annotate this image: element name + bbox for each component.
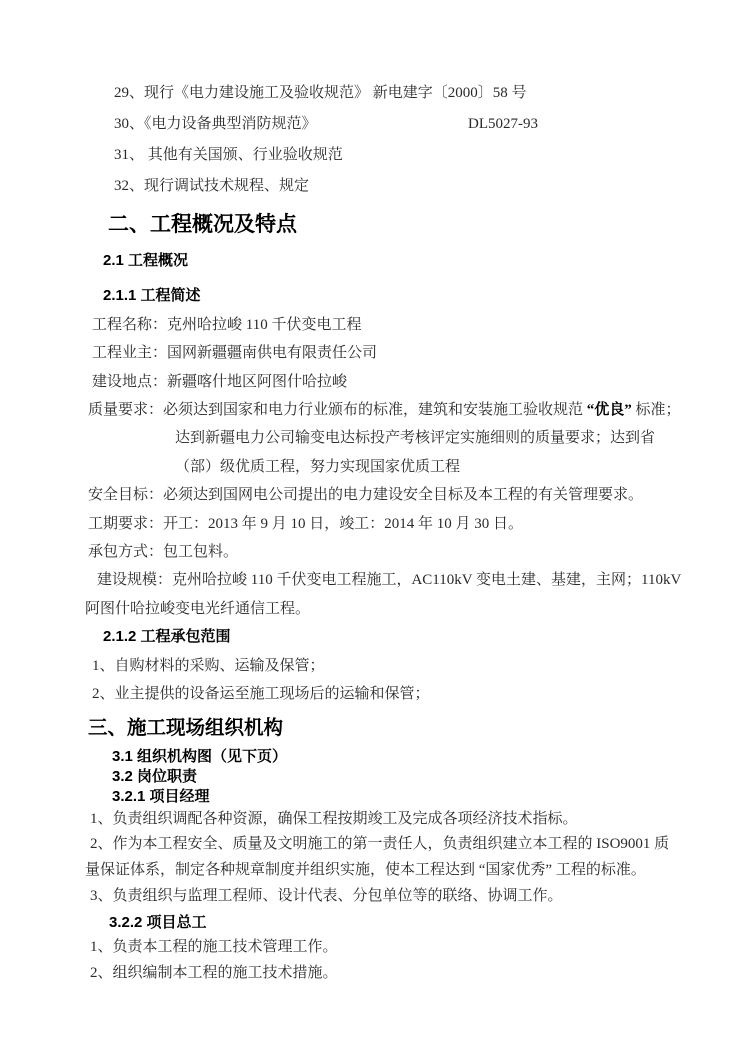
project-location-line: 建设地点：新疆喀什地区阿图什哈拉峻 [92,373,348,390]
project-name-line: 工程名称：克州哈拉峻 110 千伏变电工程 [92,316,362,333]
heading-2-1: 2.1 工程概况 [103,252,189,269]
contract-mode-line: 承包方式：包工包料。 [88,544,239,561]
heading-3-2-2: 3.2.2 项目总工 [109,913,207,931]
heading-2-1-2: 2.1.2 工程承包范围 [103,628,231,646]
regulation-text: 31、 其他有关国颁、行业验收规范 [114,147,343,163]
heading-2-1-1: 2.1.1 工程简述 [103,287,201,305]
section2-heading: 二、工程概况及特点 [108,213,297,236]
project-owner-line: 工程业主：国网新疆疆南供电有限责任公司 [92,345,378,362]
regulation-text: 29、现行《电力建设施工及验收规范》 新电建字〔2000〕58 号 [114,85,527,101]
quality-requirement-cont-line: 达到新疆电力公司输变电达标投产考核评定实施细则的质量要求；达到省 [175,430,656,447]
regulation-item-32 [85,171,660,202]
regulation-item-30 [85,109,660,140]
quality-grade-emphasis: “优良” [583,402,636,419]
regulation-text: 32、现行调试技术规程、规定 [114,178,310,194]
heading-3-2-1: 3.2.1 项目经理 [112,787,210,805]
construction-scale-line: 建设规模：克州哈拉峻 110 千伏变电工程施工，AC110kV 变电土建、基建，主网；110kV [97,572,682,589]
contract-scope-item: 2、业主提供的设备运至施工现场后的运输和保管； [92,686,430,703]
contract-scope-item: 1、自购材料的采购、运输及保管； [92,657,325,674]
project-manager-duty-cont-line: 量保证体系，制定各种规章制度并组织实施，使本工程达到 “国家优秀” 工程的标准。 [85,862,646,879]
quality-requirement-line: 质量要求：必须达到国家和电力行业颁布的标准，建筑和安装施工验收规范 “优良” 标准； [88,402,681,419]
heading-3-1: 3.1 组织机构图（见下页） [112,747,288,765]
safety-goal-line: 安全目标：必须达到国网电公司提出的电力建设安全目标及本工程的有关管理要求。 [88,487,644,504]
construction-scale-cont-line: 阿图什哈拉峻变电光纤通信工程。 [85,600,311,617]
project-manager-duty-item: 1、负责组织调配各种资源，确保工程按期竣工及完成各项经济技术指标。 [90,810,578,827]
project-manager-duty-item: 2、作为本工程安全、质量及文明施工的第一责任人，负责组织建立本工程的 ISO9001 质 [90,836,670,853]
chief-engineer-duty-item: 2、组织编制本工程的施工技术措施。 [90,965,338,982]
project-manager-duty-item: 3、负责组织与监理工程师、设计代表、分包单位等的联络、协调工作。 [90,887,563,904]
regulation-item-29 [85,78,660,109]
section3-heading: 三、施工现场组织机构 [88,716,284,739]
chief-engineer-duty-item: 1、负责本工程的施工技术管理工作。 [90,939,338,956]
regulation-text: 30、《电力设备典型消防规范》 [114,116,317,132]
regulation-code: DL5027-93 [468,116,538,132]
regulation-item-31 [85,140,660,171]
heading-3-2: 3.2 岗位职责 [112,767,198,785]
schedule-requirement-line: 工期要求：开工：2013 年 9 月 10 日，竣工：2014 年 10 月 30 日。 [88,515,524,532]
quality-requirement-cont-line: （部）级优质工程，努力实现国家优质工程 [175,458,461,475]
